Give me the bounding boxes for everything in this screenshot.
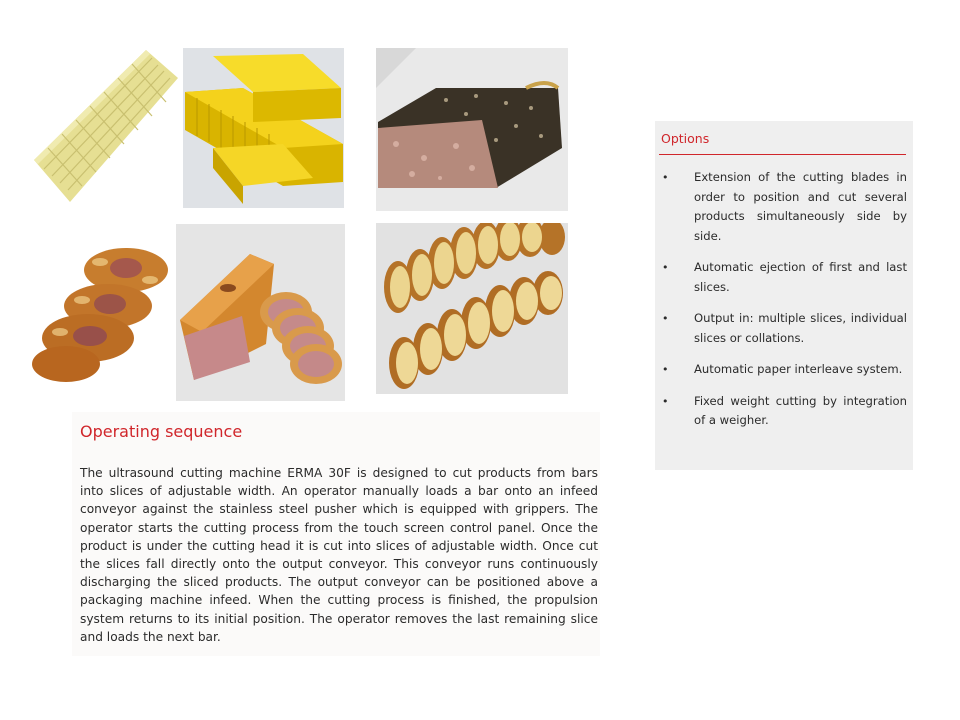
options-title: Options [661, 131, 710, 146]
option-text: Fixed weight cutting by integration of a weigher. [694, 393, 907, 427]
sliced-cake-photo [376, 223, 568, 394]
sausage-brioche-slices-photo [30, 240, 172, 383]
bullet-icon: • [662, 363, 669, 376]
options-list [655, 168, 907, 443]
option-text: Output in: multiple slices, individual slices or collations. [694, 311, 907, 345]
pate-loaf-photo [376, 48, 568, 211]
operating-sequence-section [72, 412, 600, 656]
option-text: Automatic paper interleave system. [694, 362, 903, 376]
bullet-icon: • [662, 394, 669, 408]
option-text: Automatic ejection of first and last slices. [694, 260, 907, 294]
cheese-slice-strip-photo [30, 48, 180, 204]
bullet-icon: • [662, 171, 669, 184]
list-item [655, 258, 907, 297]
list-item [655, 392, 907, 431]
operating-sequence-title: Operating sequence [80, 422, 243, 441]
cheese-block-slices-photo [183, 48, 344, 208]
bullet-icon: • [662, 312, 669, 325]
operating-sequence-text: The ultrasound cutting machine ERMA 30F is designed to cut products from bars into slices of adjustable width. An operator manually loads a bar onto an infeed conveyor against the stainless steel pusher which is equipped with grippers. The operator starts the cutting process from the touch screen control panel. Once the product is under the cutting head it is cut into slices of adjustable width. Once cut the slices fall directly onto the output conveyor. This conveyor runs continuously discharging the sliced products. The output conveyor can be positioned above a packaging machine infeed. When the cutting process is finished, the propulsion system returns to its initial position. The operator removes the last remaining slice and loads the next bar. [80, 466, 598, 644]
options-panel [655, 121, 913, 470]
list-item [655, 168, 907, 246]
option-text: Extension of the cutting blades in order to position and cut several products simultaneously side by side. [694, 170, 907, 243]
pate-en-croute-photo [176, 224, 345, 401]
list-item [655, 309, 907, 348]
list-item [655, 360, 907, 380]
bullet-icon: • [662, 261, 669, 274]
options-divider [659, 154, 906, 155]
